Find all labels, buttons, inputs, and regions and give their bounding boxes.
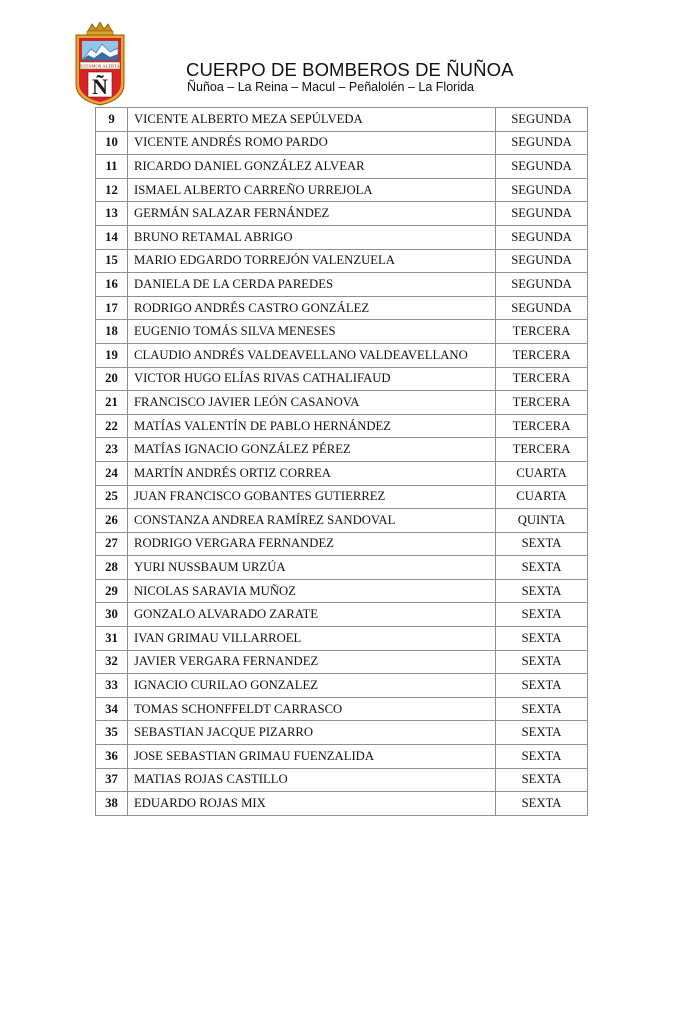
member-name: VICENTE ANDRÉS ROMO PARDO — [128, 131, 496, 155]
company-name: SEXTA — [496, 603, 588, 627]
table-row — [96, 155, 588, 179]
row-number: 14 — [96, 225, 128, 249]
company-name: SEXTA — [496, 745, 588, 769]
row-number: 11 — [96, 155, 128, 179]
member-name: YURI NUSSBAUM URZÚA — [128, 556, 496, 580]
table-row — [96, 579, 588, 603]
row-number: 9 — [96, 108, 128, 132]
members-table — [95, 107, 588, 816]
company-name: CUARTA — [496, 461, 588, 485]
row-number: 34 — [96, 697, 128, 721]
row-number: 22 — [96, 414, 128, 438]
row-number: 12 — [96, 178, 128, 202]
member-name: RICARDO DANIEL GONZÁLEZ ALVEAR — [128, 155, 496, 179]
member-name: FRANCISCO JAVIER LEÓN CASANOVA — [128, 391, 496, 415]
company-name: TERCERA — [496, 320, 588, 344]
table-row — [96, 674, 588, 698]
company-name: SEXTA — [496, 532, 588, 556]
row-number: 32 — [96, 650, 128, 674]
member-name: RODRIGO ANDRÉS CASTRO GONZÁLEZ — [128, 296, 496, 320]
row-number: 36 — [96, 745, 128, 769]
table-row — [96, 556, 588, 580]
table-row — [96, 108, 588, 132]
table-row — [96, 721, 588, 745]
member-name: EDUARDO ROJAS MIX — [128, 792, 496, 816]
row-number: 33 — [96, 674, 128, 698]
page-title: CUERPO DE BOMBEROS DE ÑUÑOA — [186, 59, 514, 80]
company-name: SEGUNDA — [496, 155, 588, 179]
company-name: SEXTA — [496, 627, 588, 651]
table-row — [96, 131, 588, 155]
table-row — [96, 367, 588, 391]
row-number: 30 — [96, 603, 128, 627]
table-row — [96, 391, 588, 415]
table-row — [96, 461, 588, 485]
company-name: SEXTA — [496, 579, 588, 603]
company-name: SEGUNDA — [496, 225, 588, 249]
company-name: SEGUNDA — [496, 296, 588, 320]
table-row — [96, 178, 588, 202]
row-number: 31 — [96, 627, 128, 651]
member-name: EUGENIO TOMÁS SILVA MENESES — [128, 320, 496, 344]
member-name: IGNACIO CURILAO GONZALEZ — [128, 674, 496, 698]
table-row — [96, 485, 588, 509]
member-name: NICOLAS SARAVIA MUÑOZ — [128, 579, 496, 603]
company-name: TERCERA — [496, 414, 588, 438]
row-number: 28 — [96, 556, 128, 580]
table-row — [96, 343, 588, 367]
member-name: MATÍAS VALENTÍN DE PABLO HERNÁNDEZ — [128, 414, 496, 438]
member-name: GONZALO ALVARADO ZARATE — [128, 603, 496, 627]
row-number: 29 — [96, 579, 128, 603]
table-row — [96, 509, 588, 533]
member-name: IVAN GRIMAU VILLARROEL — [128, 627, 496, 651]
company-name: SEGUNDA — [496, 108, 588, 132]
row-number: 18 — [96, 320, 128, 344]
company-name: SEGUNDA — [496, 202, 588, 226]
member-name: VICTOR HUGO ELÍAS RIVAS CATHALIFAUD — [128, 367, 496, 391]
company-name: SEXTA — [496, 650, 588, 674]
table-row — [96, 249, 588, 273]
row-number: 21 — [96, 391, 128, 415]
member-name: TOMAS SCHONFFELDT CARRASCO — [128, 697, 496, 721]
company-name: SEGUNDA — [496, 249, 588, 273]
member-name: CONSTANZA ANDREA RAMÍREZ SANDOVAL — [128, 509, 496, 533]
table-row — [96, 792, 588, 816]
company-name: QUINTA — [496, 509, 588, 533]
member-name: GERMÁN SALAZAR FERNÁNDEZ — [128, 202, 496, 226]
member-name: MARIO EDGARDO TORREJÓN VALENZUELA — [128, 249, 496, 273]
member-name: VICENTE ALBERTO MEZA SEPÚLVEDA — [128, 108, 496, 132]
company-name: TERCERA — [496, 438, 588, 462]
member-name: RODRIGO VERGARA FERNANDEZ — [128, 532, 496, 556]
row-number: 10 — [96, 131, 128, 155]
company-name: SEXTA — [496, 768, 588, 792]
table-row — [96, 697, 588, 721]
company-name: TERCERA — [496, 343, 588, 367]
table-row — [96, 438, 588, 462]
table-row — [96, 273, 588, 297]
member-name: DANIELA DE LA CERDA PAREDES — [128, 273, 496, 297]
table-row — [96, 650, 588, 674]
table-row — [96, 627, 588, 651]
row-number: 24 — [96, 461, 128, 485]
member-name: CLAUDIO ANDRÉS VALDEAVELLANO VALDEAVELLANO — [128, 343, 496, 367]
member-name: JUAN FRANCISCO GOBANTES GUTIERREZ — [128, 485, 496, 509]
company-name: TERCERA — [496, 367, 588, 391]
member-name: JAVIER VERGARA FERNANDEZ — [128, 650, 496, 674]
table-row — [96, 225, 588, 249]
member-name: MATIAS ROJAS CASTILLO — [128, 768, 496, 792]
page-subtitle: Ñuñoa – La Reina – Macul – Peñalolén – La Florida — [187, 80, 474, 94]
row-number: 16 — [96, 273, 128, 297]
company-name: SEXTA — [496, 792, 588, 816]
svg-text:ESTAMOS ALERTA: ESTAMOS ALERTA — [80, 63, 120, 69]
company-name: SEGUNDA — [496, 178, 588, 202]
company-name: SEGUNDA — [496, 131, 588, 155]
row-number: 25 — [96, 485, 128, 509]
company-name: TERCERA — [496, 391, 588, 415]
company-name: SEXTA — [496, 556, 588, 580]
table-row — [96, 603, 588, 627]
svg-text:Ñ: Ñ — [92, 74, 108, 99]
table-row — [96, 414, 588, 438]
member-name: MARTÍN ANDRÉS ORTIZ CORREA — [128, 461, 496, 485]
row-number: 15 — [96, 249, 128, 273]
row-number: 17 — [96, 296, 128, 320]
row-number: 26 — [96, 509, 128, 533]
row-number: 20 — [96, 367, 128, 391]
row-number: 37 — [96, 768, 128, 792]
member-name: MATÍAS IGNACIO GONZÁLEZ PÉREZ — [128, 438, 496, 462]
row-number: 23 — [96, 438, 128, 462]
member-name: JOSE SEBASTIAN GRIMAU FUENZALIDA — [128, 745, 496, 769]
company-name: CUARTA — [496, 485, 588, 509]
member-name: SEBASTIAN JACQUE PIZARRO — [128, 721, 496, 745]
table-row — [96, 768, 588, 792]
row-number: 38 — [96, 792, 128, 816]
company-name: SEXTA — [496, 721, 588, 745]
table-row — [96, 745, 588, 769]
company-name: SEGUNDA — [496, 273, 588, 297]
row-number: 35 — [96, 721, 128, 745]
row-number: 27 — [96, 532, 128, 556]
member-name: ISMAEL ALBERTO CARREÑO URREJOLA — [128, 178, 496, 202]
fire-brigade-crest-icon — [74, 22, 126, 106]
table-row — [96, 296, 588, 320]
table-row — [96, 202, 588, 226]
member-name: BRUNO RETAMAL ABRIGO — [128, 225, 496, 249]
row-number: 19 — [96, 343, 128, 367]
table-row — [96, 532, 588, 556]
company-name: SEXTA — [496, 697, 588, 721]
company-name: SEXTA — [496, 674, 588, 698]
table-row — [96, 320, 588, 344]
row-number: 13 — [96, 202, 128, 226]
